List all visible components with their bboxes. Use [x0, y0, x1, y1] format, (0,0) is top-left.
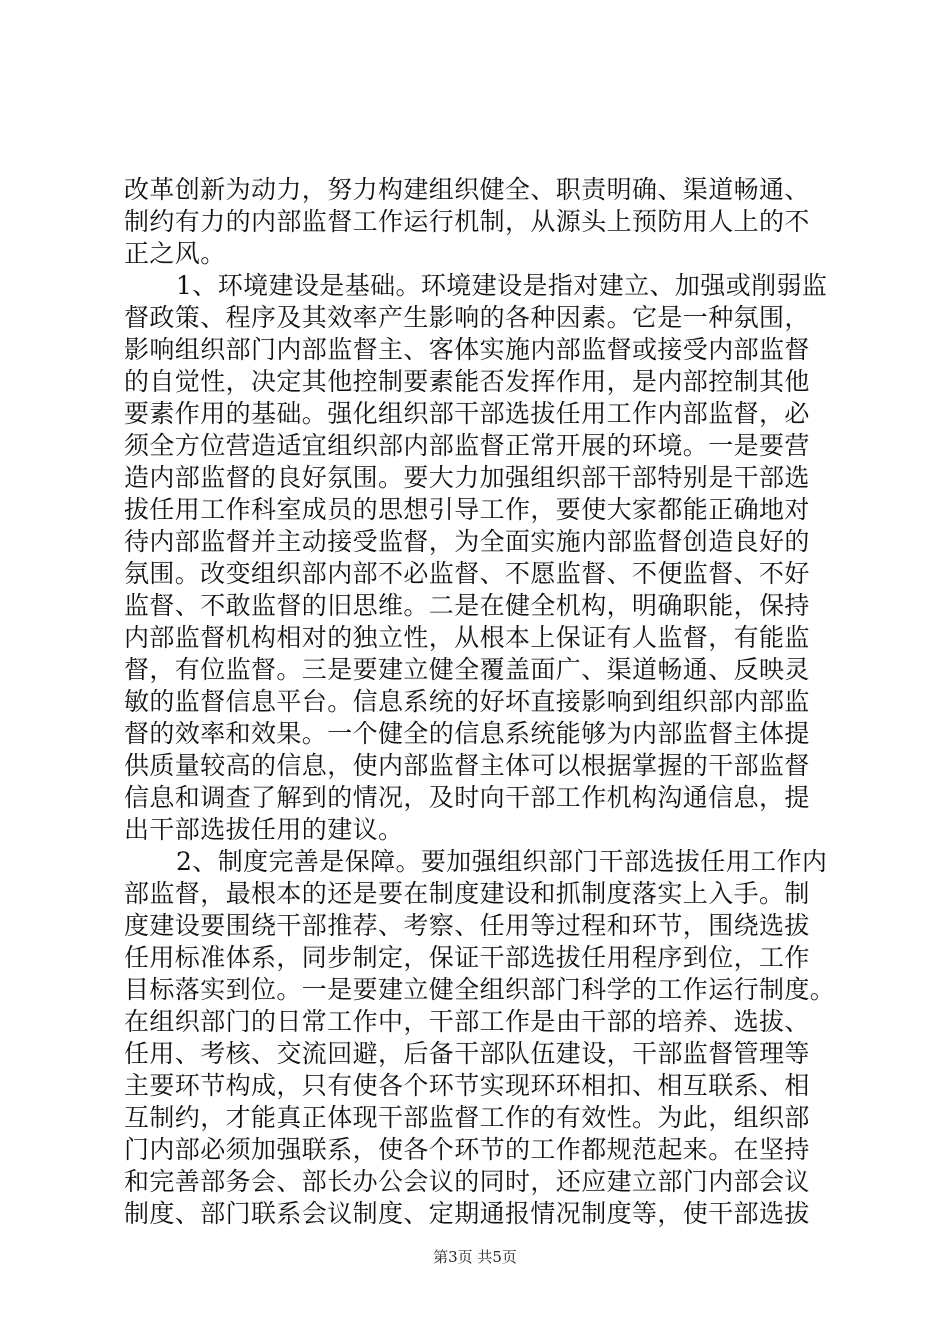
- text-line: 供质量较高的信息，使内部监督主体可以根据掌握的干部监督: [124, 751, 810, 780]
- text-line: 和完善部务会、部长办公会议的同时，还应建立部门内部会议: [124, 1167, 810, 1196]
- text-line: 要素作用的基础。强化组织部干部选拔任用工作内部监督，必: [124, 399, 810, 428]
- text-line: 督的效率和效果。一个健全的信息系统能够为内部监督主体提: [124, 719, 810, 748]
- text-line: 影响组织部门内部监督主、客体实施内部监督或接受内部监督: [124, 335, 810, 364]
- paragraph-1-heading-line: 1、环境建设是基础。环境建设是指对建立、加强或削弱监: [176, 271, 828, 300]
- text-line: 主要环节构成，只有使各个环节实现环环相扣、相互联系、相: [124, 1071, 810, 1100]
- page-number-footer: 第3页 共5页: [433, 1248, 517, 1266]
- text-line: 部监督，最根本的还是要在制度建设和抓制度落实上入手。制: [124, 879, 810, 908]
- text-line: 须全方位营造适宜组织部内部监督正常开展的环境。一是要营: [124, 431, 810, 460]
- text-line: 改革创新为动力，努力构建组织健全、职责明确、渠道畅通、: [124, 175, 810, 204]
- text-line: 互制约，才能真正体现干部监督工作的有效性。为此，组织部: [124, 1103, 810, 1132]
- text-line: 目标落实到位。一是要建立健全组织部门科学的工作运行制度。: [124, 975, 836, 1004]
- text-line: 督政策、程序及其效率产生影响的各种因素。它是一种氛围，: [124, 303, 810, 332]
- text-line: 门内部必须加强联系，使各个环节的工作都规范起来。在坚持: [124, 1135, 810, 1164]
- text-line: 出干部选拔任用的建议。: [124, 815, 404, 844]
- text-line: 任用、考核、交流回避，后备干部队伍建设，干部监督管理等: [124, 1039, 810, 1068]
- text-line: 拔任用工作科室成员的思想引导工作，要使大家都能正确地对: [124, 495, 810, 524]
- text-line: 待内部监督并主动接受监督，为全面实施内部监督创造良好的: [124, 527, 810, 556]
- text-line: 在组织部门的日常工作中，干部工作是由干部的培养、选拔、: [124, 1007, 810, 1036]
- text-line: 信息和调查了解到的情况，及时向干部工作机构沟通信息，提: [124, 783, 810, 812]
- text-line: 督，有位监督。三是要建立健全覆盖面广、渠道畅通、反映灵: [124, 655, 810, 684]
- text-line: 造内部监督的良好氛围。要大力加强组织部干部特别是干部选: [124, 463, 810, 492]
- text-line: 敏的监督信息平台。信息系统的好坏直接影响到组织部内部监: [124, 687, 810, 716]
- text-line: 任用标准体系，同步制定，保证干部选拔任用程序到位，工作: [124, 943, 810, 972]
- paragraph-2-heading-line: 2、制度完善是保障。要加强组织部门干部选拔任用工作内: [176, 847, 828, 876]
- body-text: [124, 174, 840, 1230]
- text-line: 制度、部门联系会议制度、定期通报情况制度等，使干部选拔: [124, 1199, 810, 1228]
- text-line: 监督、不敢监督的旧思维。二是在健全机构，明确职能，保持: [124, 591, 810, 620]
- text-line: 的自觉性，决定其他控制要素能否发挥作用，是内部控制其他: [124, 367, 810, 396]
- text-line: 正之风。: [124, 239, 226, 268]
- text-line: 度建设要围绕干部推荐、考察、任用等过程和环节，围绕选拔: [124, 911, 810, 940]
- text-line: 氛围。改变组织部内部不必监督、不愿监督、不便监督、不好: [124, 559, 810, 588]
- text-line: 制约有力的内部监督工作运行机制，从源头上预防用人上的不: [124, 207, 810, 236]
- text-line: 内部监督机构相对的独立性，从根本上保证有人监督，有能监: [124, 623, 810, 652]
